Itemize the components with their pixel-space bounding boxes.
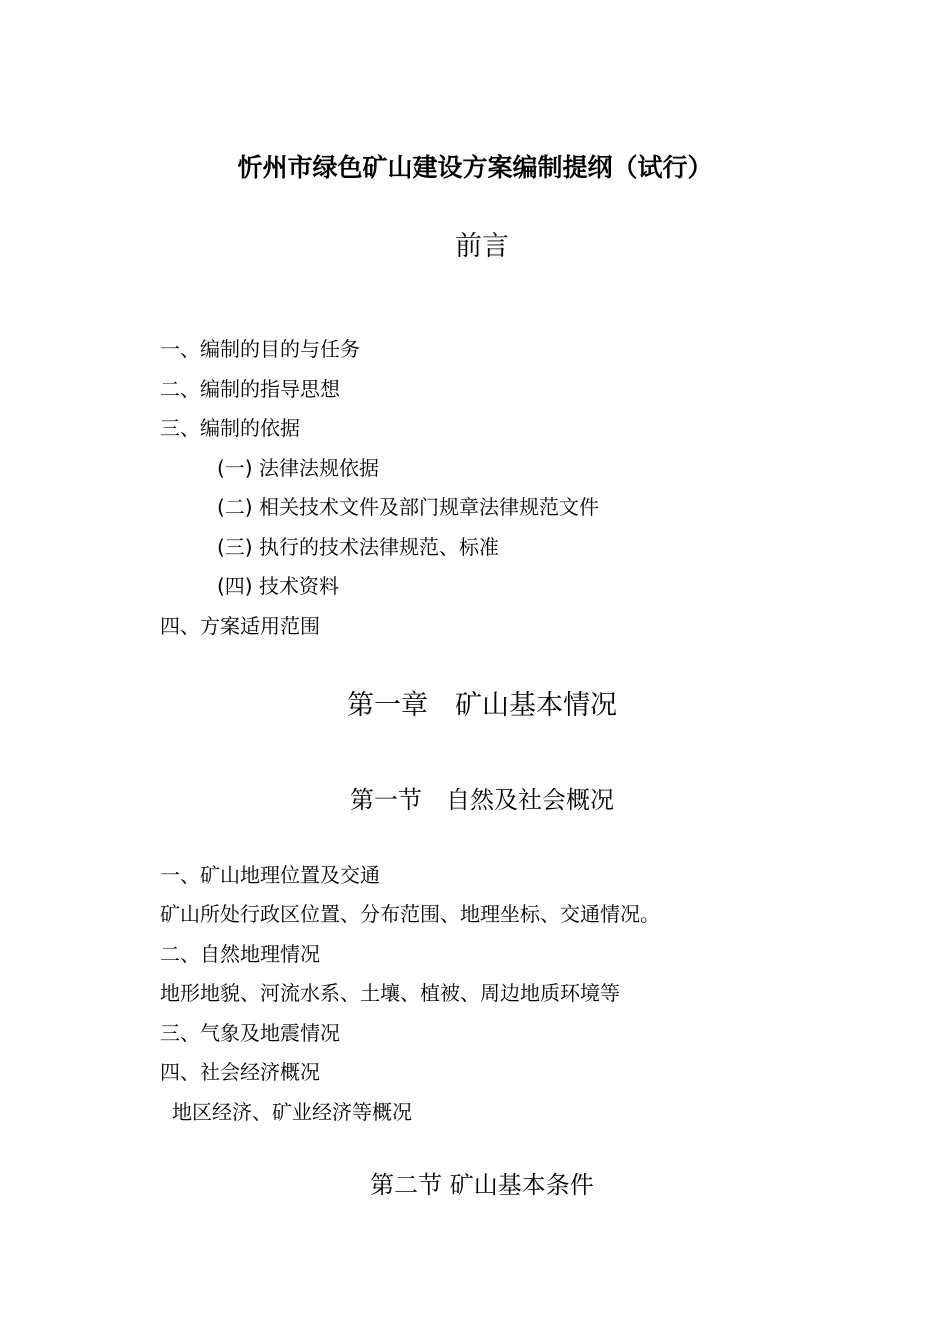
- section-one-text-social-economy: 地区经济、矿业经济等概况: [172, 1100, 412, 1124]
- preface-item-guiding-thought: 二、编制的指导思想: [160, 377, 340, 401]
- section-two-heading: 第二节 矿山基本条件: [370, 1171, 594, 1199]
- preface-subitem-standards: (三) 执行的技术法律规范、标准: [217, 535, 499, 559]
- preface-item-purpose: 一、编制的目的与任务: [160, 337, 360, 361]
- document-title: 忻州市绿色矿山建设方案编制提纲（试行）: [237, 153, 713, 182]
- section-one-item-location: 一、矿山地理位置及交通: [160, 863, 380, 887]
- section-one-item-social-economy: 四、社会经济概况: [160, 1060, 320, 1084]
- preface-subitem-technical-documents: (二) 相关技术文件及部门规章法律规范文件: [217, 495, 599, 519]
- section-one-text-location: 矿山所处行政区位置、分布范围、地理坐标、交通情况。: [160, 902, 660, 926]
- preface-item-basis: 三、编制的依据: [160, 416, 300, 440]
- section-one-text-natural-geography: 地形地貌、河流水系、土壤、植被、周边地质环境等: [160, 981, 620, 1005]
- section-one-heading: 第一节 自然及社会概况: [350, 786, 614, 814]
- preface-subitem-laws: (一) 法律法规依据: [217, 456, 379, 480]
- preface-subitem-technical-materials: (四) 技术资料: [217, 574, 339, 598]
- preface-heading: 前言: [455, 231, 509, 262]
- section-one-item-natural-geography: 二、自然地理情况: [160, 942, 320, 966]
- section-one-item-climate-earthquake: 三、气象及地震情况: [160, 1021, 340, 1045]
- chapter-one-heading: 第一章 矿山基本情况: [347, 690, 617, 721]
- preface-item-scope: 四、方案适用范围: [160, 614, 320, 638]
